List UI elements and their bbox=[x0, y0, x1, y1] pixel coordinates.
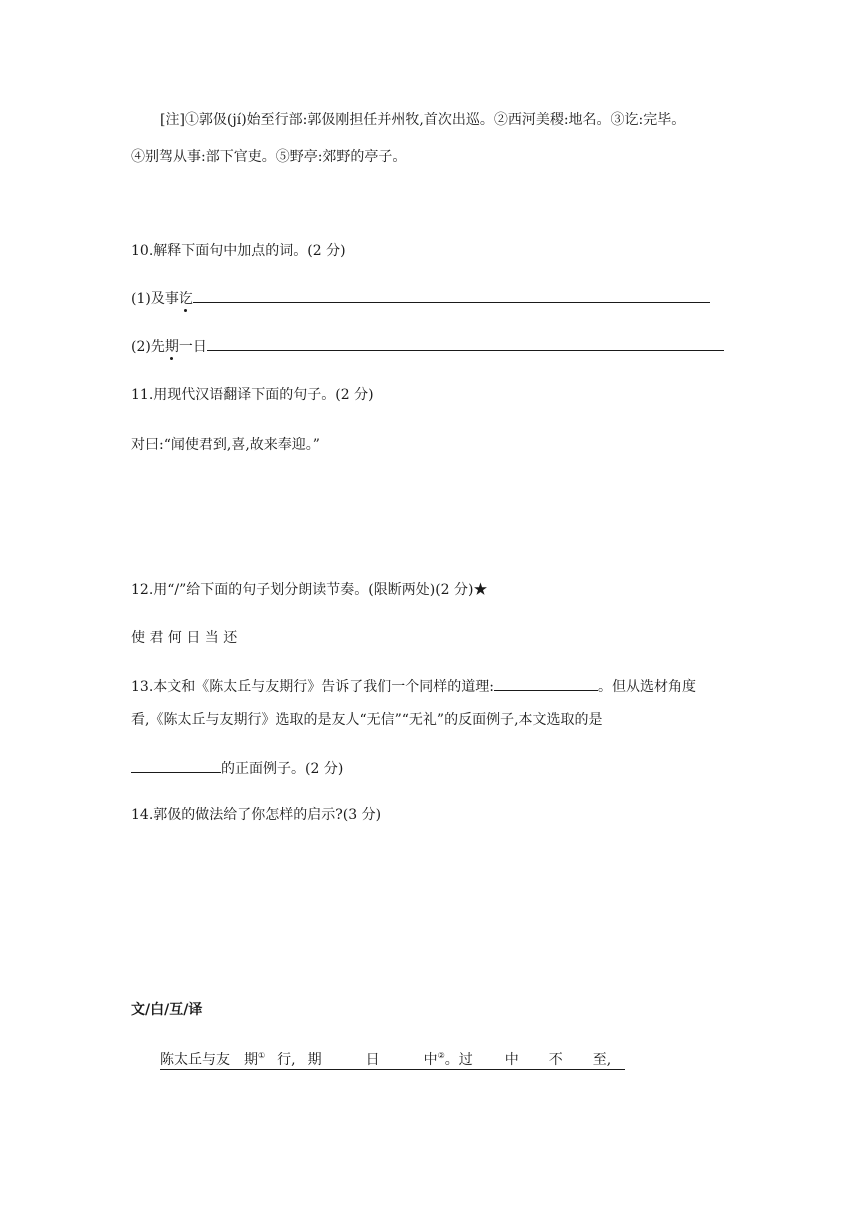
question-13-line-2: 看,《陈太丘与友期行》选取的是友人“无信”“无礼”的反面例子,本文选取的是 bbox=[131, 712, 603, 728]
question-11-sentence: 对曰:“闻使君到,喜,故来奉迎。” bbox=[131, 437, 320, 453]
question-13-line-1 bbox=[131, 676, 696, 697]
question-14-title: 14.郭伋的做法给了你怎样的启示?(3 分) bbox=[131, 807, 382, 823]
question-10-title: 10.解释下面句中加点的词。(2 分) bbox=[131, 243, 346, 259]
word-1: 期 bbox=[244, 1052, 258, 1068]
answer-blank-10-1[interactable] bbox=[193, 288, 710, 303]
note-line-1: [注]①郭伋(jí)始至行部:郭伋刚担任并州牧,首次出巡。②西河美稷:地名。③讫:完毕。 bbox=[160, 112, 686, 128]
word-9: 至, bbox=[592, 1052, 612, 1068]
q13-text-c: 的正面例子。(2 分) bbox=[221, 761, 344, 777]
question-10-item-1 bbox=[131, 288, 710, 309]
word-8: 不 bbox=[548, 1052, 563, 1068]
answer-blank-13-1[interactable] bbox=[494, 676, 598, 691]
word-5: 中 bbox=[423, 1052, 438, 1068]
word-6: 。过 bbox=[444, 1052, 473, 1068]
footnote-marker-2: ② bbox=[437, 1051, 445, 1060]
question-11-title: 11.用现代汉语翻译下面的句子。(2 分) bbox=[131, 387, 374, 403]
item-2-suffix: 一日 bbox=[178, 339, 207, 355]
question-13-line-3 bbox=[131, 758, 343, 779]
word-7: 中 bbox=[504, 1052, 519, 1068]
dotted-word-1: 讫 bbox=[178, 291, 193, 307]
answer-blank-10-2[interactable] bbox=[207, 336, 724, 351]
answer-blank-13-2[interactable] bbox=[131, 758, 221, 773]
footnote-marker-1: ① bbox=[258, 1051, 266, 1060]
translation-line bbox=[160, 1046, 625, 1070]
q13-text-a: 13.本文和《陈太丘与友期行》告诉了我们一个同样的道理: bbox=[131, 679, 494, 695]
section-heading: 文/白/互/译 bbox=[131, 1002, 203, 1018]
item-1-prefix: (1)及事 bbox=[131, 291, 179, 307]
question-10-item-2 bbox=[131, 336, 724, 357]
word-0: 陈太丘与友 bbox=[160, 1052, 230, 1068]
word-4: 日 bbox=[365, 1052, 380, 1068]
item-2-prefix: (2)先 bbox=[131, 339, 165, 355]
original-text-line bbox=[160, 1052, 625, 1070]
dotted-word-2: 期 bbox=[164, 339, 179, 355]
word-2: 行, bbox=[277, 1052, 296, 1068]
word-3: 期 bbox=[307, 1052, 322, 1068]
note-line-2: ④别驾从事:部下官吏。⑤野亭:郊野的亭子。 bbox=[131, 149, 407, 165]
question-12-title: 12.用“/”给下面的句子划分朗读节奏。(限断两处)(2 分)★ bbox=[131, 582, 488, 598]
q13-text-b: 。但从选材角度 bbox=[597, 679, 696, 695]
question-12-sentence: 使 君 何 日 当 还 bbox=[131, 630, 238, 646]
